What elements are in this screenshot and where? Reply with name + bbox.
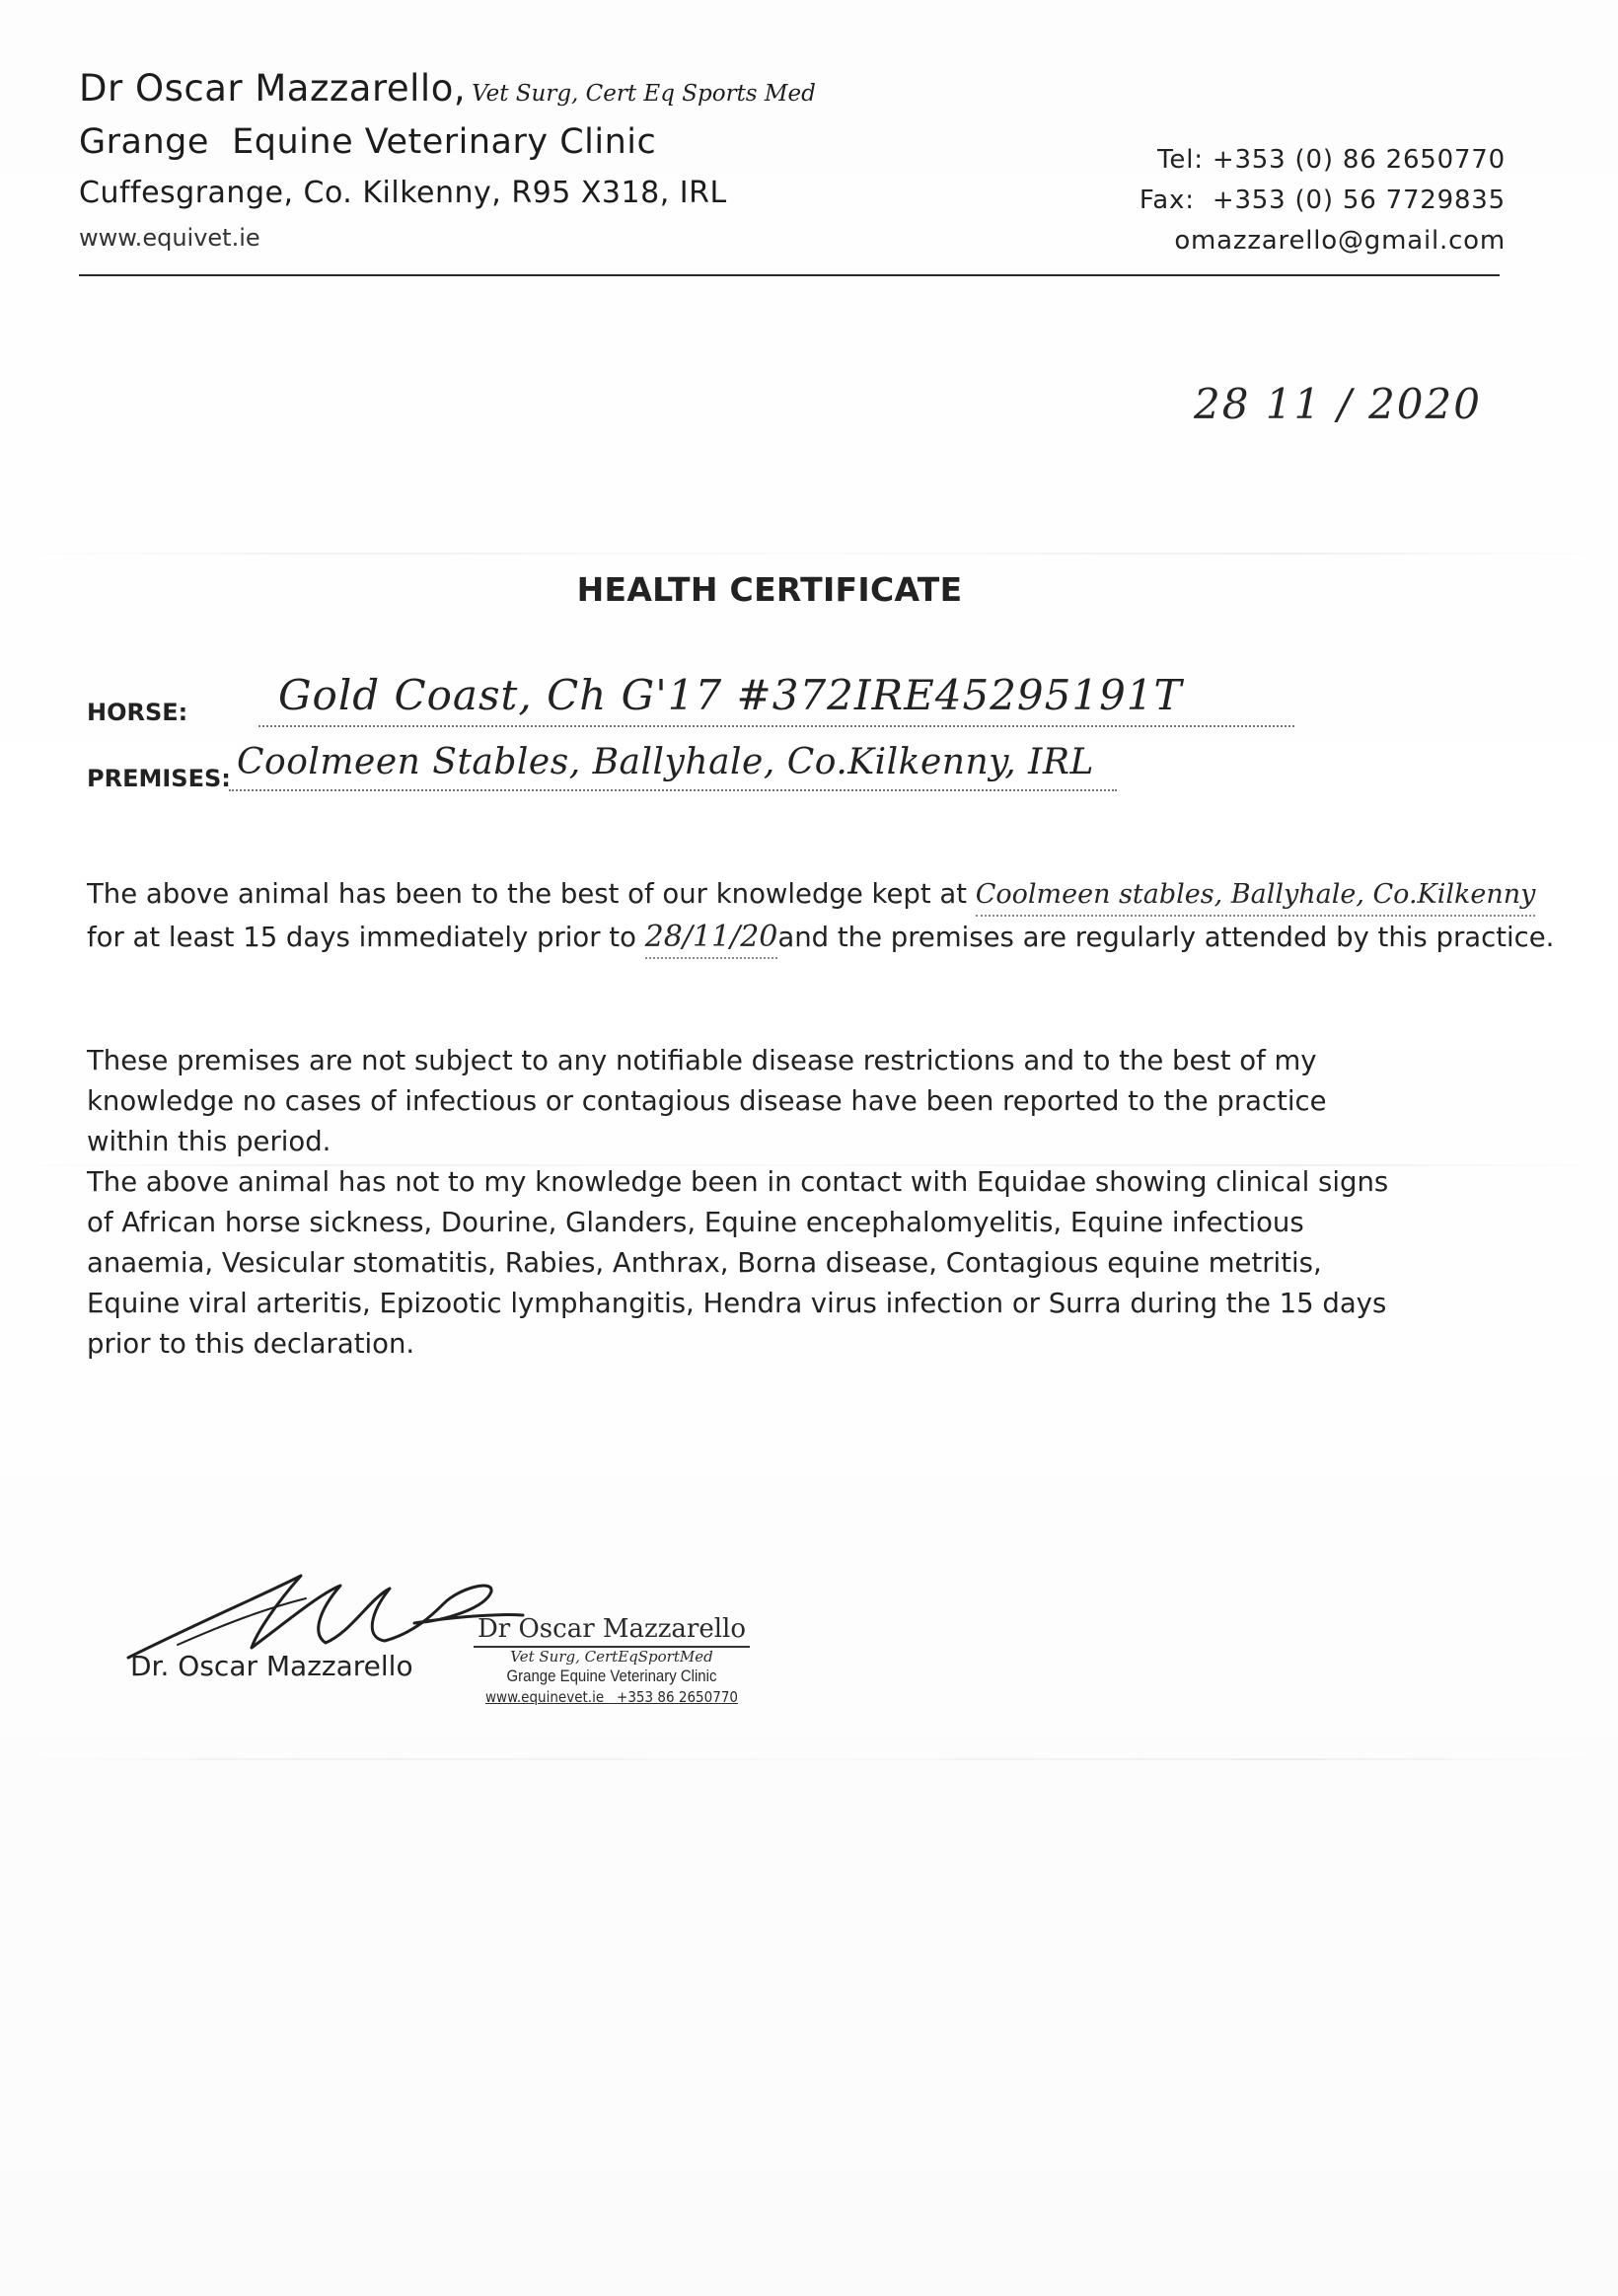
certificate-title: HEALTH CERTIFICATE <box>576 570 963 609</box>
clinic-address: Cuffesgrange, Co. Kilkenny, R95 X318, IRL <box>79 176 727 210</box>
letterhead <box>79 67 816 258</box>
signature-printed-name: Dr. Oscar Mazzarello <box>130 1650 413 1682</box>
premises-dotted-line <box>229 789 1117 791</box>
letterhead-divider <box>79 274 1500 276</box>
email: omazzarello@gmail.com <box>1174 226 1506 256</box>
kept-at-text: The above animal has been to the best of our knowledge kept at <box>87 878 976 910</box>
premises-field <box>87 765 231 792</box>
paragraph-premises-status: These premises are not subject to any notifiable disease restrictions and to the best of my knowledge no cases of infectious or contagious disease have been reported to the practice within this period. <box>87 1045 1327 1157</box>
paragraph-kept-at <box>87 874 1586 959</box>
prior-to-date: 28/11/20 <box>645 917 778 959</box>
fax: Fax: +353 (0) 56 7729835 <box>1139 185 1506 215</box>
horse-dotted-line <box>258 725 1294 727</box>
clinic-website: www.equivet.ie <box>79 224 260 252</box>
stamp-name: Dr Oscar Mazzarello <box>474 1614 750 1648</box>
kept-at-location: Coolmeen stables, Ballyhale, Co.Kilkenny <box>976 874 1536 917</box>
stamp-contact: www.equinevet.ie +353 86 2650770 <box>485 1688 738 1706</box>
handwritten-date: 28 11 / 2020 <box>1194 380 1482 428</box>
doctor-name-line <box>79 67 816 115</box>
paragraph-disease-contact: The above animal has not to my knowledge been in contact with Equidae showing clinical signs of African horse sickness, Dourine, Glanders, Equine encephalomyelitis, Equine infectious anaemia, Vesicular stomatitis, Rabies, Anthrax, Borna disease, Contagious equine metritis, Equine viral arteritis, Epizootic lymphangitis, Hendra virus infection or Surra during the 15 days prior to this declaration. <box>87 1166 1389 1360</box>
doctor-qualifications: Vet Surg, Cert Eq Sports Med <box>472 81 816 107</box>
scan-crease <box>0 1758 1618 1760</box>
doctor-name: Dr Oscar Mazzarello, <box>79 67 467 110</box>
premises-value: Coolmeen Stables, Ballyhale, Co.Kilkenny, IRL <box>237 742 1094 782</box>
horse-value: Gold Coast, Ch G'17 #372IRE45295191T <box>278 671 1183 719</box>
horse-field <box>87 699 187 726</box>
practice-stamp <box>464 1614 760 1707</box>
stamp-qualifications: Vet Surg, CertEqSportMed <box>510 1648 713 1666</box>
contact-block <box>1140 140 1506 261</box>
telephone: Tel: +353 (0) 86 2650770 <box>1157 145 1506 175</box>
horse-label: HORSE: <box>87 699 188 726</box>
clinic-name: Grange Equine Veterinary Clinic <box>79 122 657 162</box>
premises-label: PREMISES: <box>87 765 231 792</box>
prior-to-text: for at least 15 days immediately prior to <box>87 922 645 953</box>
stamp-clinic: Grange Equine Veterinary Clinic <box>506 1666 717 1685</box>
attended-text: and the premises are regularly attended by this practice. <box>777 922 1555 953</box>
scan-crease <box>0 553 1618 555</box>
